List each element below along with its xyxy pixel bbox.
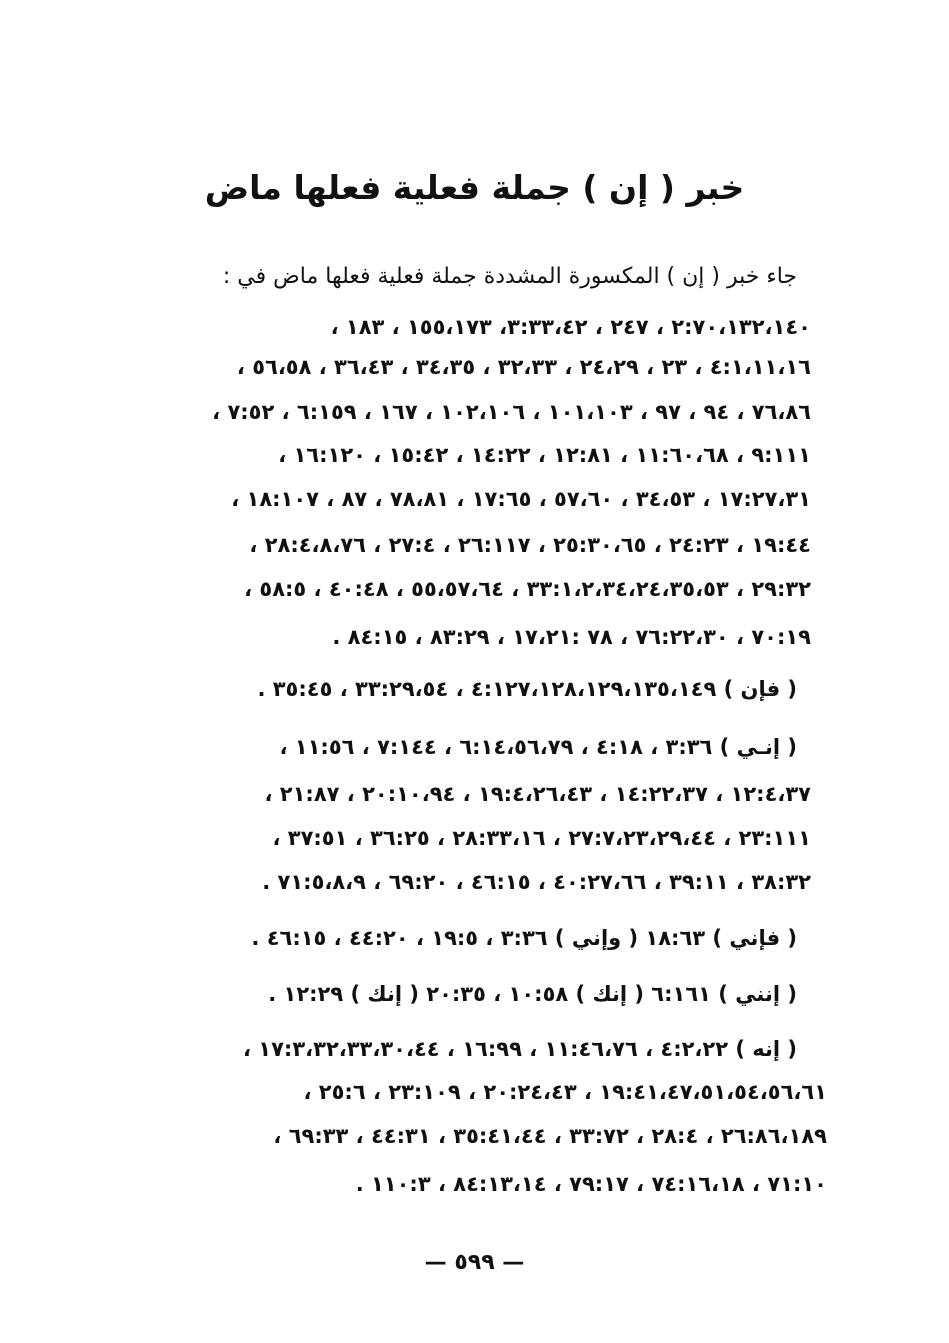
reference-line: ( فإني ) ١٨:٦٣ ( وإني ) ٣:٣٦ ، ١٩:٥ ، ٤٤:٢٠ ، ٤٦:١٥ . <box>251 926 797 950</box>
paragraph-intro-line: جاء خبر ( إن ) المكسورة المشددة جملة فعلية فعلها ماض في : <box>222 264 797 289</box>
reference-line: ٢٩:٣٢ ، ٣٣:١،٢،٣٤،٢٤،٣٥،٥٣ ، ٥٥،٥٧،٦٤ ، ٤٠:٤٨ ، ٥٨:٥ ، <box>244 577 811 601</box>
page-title: خبر ( إن ) جملة فعلية فعلها ماض <box>204 168 745 207</box>
reference-line: ٢٣:١١١ ، ٢٧:٧،٢٣،٢٩،٤٤ ، ٢٨:٣٣،١٦ ، ٣٦:٢٥ ، ٣٧:٥١ ، <box>272 826 811 850</box>
reference-line: ١٩:٤٤ ، ٢٤:٢٣ ، ٢٥:٣٠،٦٥ ، ٢٦:١١٧ ، ٢٧:٤ ، ٢٨:٤،٨،٧٦ ، <box>249 533 811 557</box>
reference-line: ٤:١،١١،١٦ ، ٢٣ ، ٢٤،٢٩ ، ٣٢،٣٣ ، ٣٤،٣٥ ، ٣٦،٤٣ ، ٥٦،٥٨ ، <box>236 355 811 379</box>
reference-line: ( إنـي ) ٣:٣٦ ، ٤:١٨ ، ٦:١٤،٥٦،٧٩ ، ٧:١٤٤ ، ١١:٥٦ ، <box>279 735 797 759</box>
reference-line: ١٩:٤١،٤٧،٥١،٥٤،٥٦،٦١ ، ٢٠:٢٤،٤٣ ، ٢٣:١٠٩ ، ٢٥:٦ ، <box>303 1080 827 1104</box>
reference-line: ٧٠:١٩ ، ٧٦:٢٢،٣٠ ، ٧٨ :١٧،٢١ ، ٨٣:٢٩ ، ٨٤:١٥ . <box>332 625 811 649</box>
reference-line: ١٧:٢٧،٣١ ، ٣٤،٥٣ ، ٥٧،٦٠ ، ١٧:٦٥ ، ٧٨،٨١ ، ٨٧ ، ١٨:١٠٧ ، <box>231 487 811 511</box>
reference-line: ٢٦:٨٦،١٨٩ ، ٢٨:٤ ، ٣٣:٧٢ ، ٣٥:٤١،٤٤ ، ٤٤:٣١ ، ٦٩:٣٣ ، <box>273 1124 827 1148</box>
page-number: — ٥٩٩ — <box>424 1250 525 1275</box>
reference-line: ( فإن ) ٤:١٢٧،١٢٨،١٢٩،١٣٥،١٤٩ ، ٣٣:٢٩،٥٤ ، ٣٥:٤٥ . <box>257 677 797 701</box>
reference-line: ٣٨:٣٢ ، ٣٩:١١ ، ٤٠:٢٧،٦٦ ، ٤٦:١٥ ، ٦٩:٢٠ ، ٧١:٥،٨،٩ . <box>262 870 811 894</box>
reference-line: ٧١:١٠ ، ٧٤:١٦،١٨ ، ٧٩:١٧ ، ٨٤:١٣،١٤ ، ١١٠:٣ . <box>355 1172 827 1196</box>
reference-line: ٧٦،٨٦ ، ٩٤ ، ٩٧ ، ١٠١،١٠٣ ، ١٠٢،١٠٦ ، ١٦٧ ، ٦:١٥٩ ، ٧:٥٢ ، <box>212 400 811 424</box>
reference-line: ( إنه ) ٤:٢،٢٢ ، ١١:٤٦،٧٦ ، ١٦:٩٩ ، ١٧:٣،٣٢،٣٣،٣٠،٤٤ ، <box>243 1037 797 1061</box>
reference-line: ٩:١١١ ، ١١:٦٠،٦٨ ، ١٢:٨١ ، ١٤:٢٢ ، ١٥:٤٢ ، ١٦:١٢٠ ، <box>278 443 811 467</box>
reference-line: ٢:٧٠،١٣٢،١٤٠ ، ٢٤٧ ، ٣:٣٣،٤٢، ١٥٥،١٧٣ ، ١٨٣ ، <box>330 315 811 339</box>
reference-line: ( إنني ) ٦:١٦١ ( إنك ) ١٠:٥٨ ، ٢٠:٣٥ ( إنك ) ١٢:٢٩ . <box>268 982 797 1006</box>
reference-line: ١٢:٤،٣٧ ، ١٤:٢٢،٣٧ ، ١٩:٤،٢٦،٤٣ ، ٢٠:١٠،٩٤ ، ٢١:٨٧ ، <box>264 782 811 806</box>
